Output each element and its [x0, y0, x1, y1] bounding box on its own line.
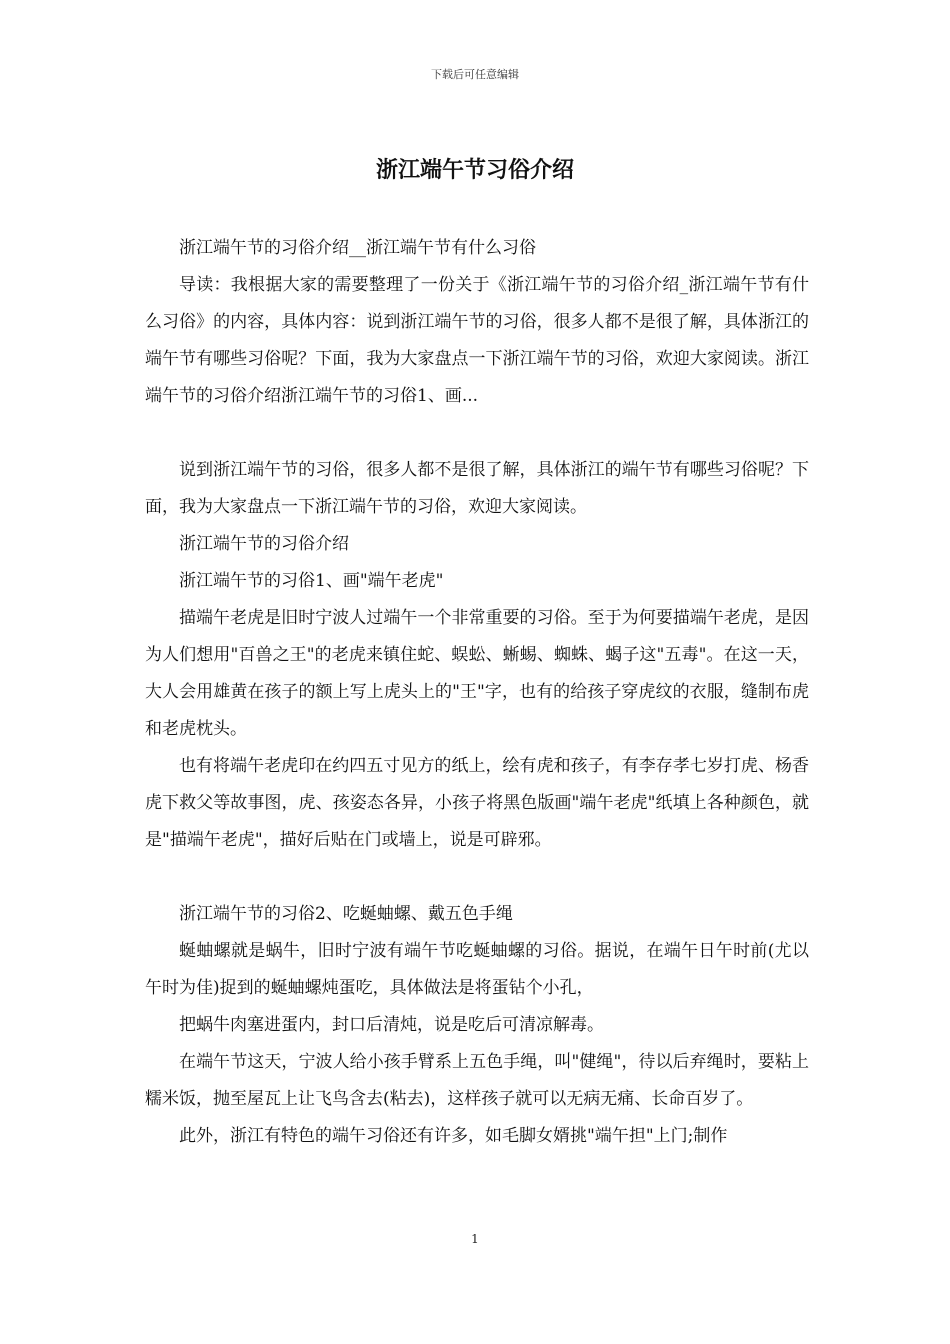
paragraph-lead: 说到浙江端午节的习俗，很多人都不是很了解，具体浙江的端午节有哪些习俗呢？下面，我为大家盘点一下浙江端午节的习俗，欢迎大家阅读。	[145, 460, 809, 517]
paragraph-tiger-1: 描端午老虎是旧时宁波人过端午一个非常重要的习俗。至于为何要描端午老虎，是因为人们想用"百兽之王"的老虎来镇住蛇、蜈蚣、蜥蜴、蜘蛛、蝎子这"五毒"。在这一天，大人会用雄黄在孩子的额上写上虎头上的"王"字，也有的给孩子穿虎纹的衣服，缝制布虎和老虎枕头。	[145, 608, 809, 739]
document-body	[145, 230, 809, 1155]
page-header: 下载后可任意编辑	[431, 68, 519, 81]
paragraph-gap	[145, 415, 809, 452]
paragraph-other: 此外，浙江有特色的端午习俗还有许多，如毛脚女婿挑"端午担"上门;制作	[179, 1126, 728, 1146]
paragraph-intro: 导读：我根据大家的需要整理了一份关于《浙江端午节的习俗介绍_浙江端午节有什么习俗》的内容，具体内容：说到浙江端午节的习俗，很多人都不是很了解，具体浙江的端午节有哪些习俗呢？下面，我为大家盘点一下浙江端午节的习俗，欢迎大家阅读。浙江端午节的习俗介绍浙江端午节的习俗1、画...	[145, 275, 809, 406]
paragraph-gap	[145, 859, 809, 896]
paragraph-tiger-2: 也有将端午老虎印在约四五寸见方的纸上，绘有虎和孩子，有李存孝七岁打虎、杨香虎下救父等故事图，虎、孩姿态各异，小孩子将黑色版画"端午老虎"纸填上各种颜色，就是"描端午老虎"，描好后贴在门或墙上，说是可辟邪。	[145, 756, 809, 850]
custom-heading-2: 浙江端午节的习俗2、吃蜒蚰螺、戴五色手绳	[179, 904, 513, 924]
paragraph-snail-2: 把蜗牛肉塞进蛋内，封口后清炖，说是吃后可清凉解毒。	[179, 1015, 604, 1035]
paragraph-rope: 在端午节这天，宁波人给小孩手臂系上五色手绳，叫"健绳"，待以后弃绳时，要粘上糯米饭，抛至屋瓦上让飞鸟含去(粘去)，这样孩子就可以无病无痛、长命百岁了。	[145, 1052, 809, 1109]
page-number: 1	[471, 1232, 479, 1246]
document-title: 浙江端午节习俗介绍	[375, 157, 574, 183]
custom-heading-1: 浙江端午节的习俗1、画"端午老虎"	[179, 571, 444, 591]
paragraph-subtitle: 浙江端午节的习俗介绍__浙江端午节有什么习俗	[179, 238, 536, 258]
paragraph-snail-1: 蜒蚰螺就是蜗牛，旧时宁波有端午节吃蜒蚰螺的习俗。据说，在端午日午时前(尤以午时为佳)捉到的蜒蚰螺炖蛋吃，具体做法是将蛋钻个小孔，	[145, 941, 809, 998]
section-heading: 浙江端午节的习俗介绍	[179, 534, 349, 554]
